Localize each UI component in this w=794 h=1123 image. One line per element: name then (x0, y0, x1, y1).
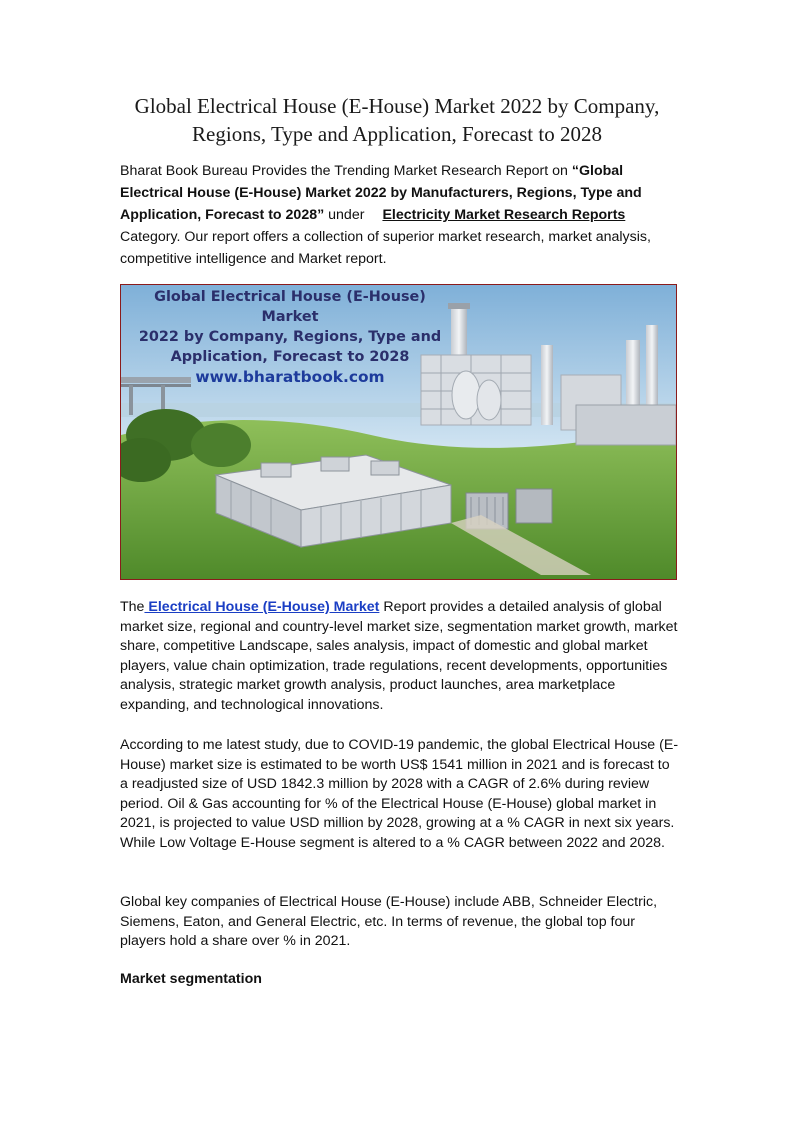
body-paragraph-2: According to me latest study, due to COVID-19 pandemic, the global Electrical House (E-House) market size is estimated to be worth US$ 1541 million in 2021 and is forecast to a readjusted size of USD 1842.3 million by 2028 with a CAGR of 2.6% during review period. Oil & Gas accounting for % of the Electrical House (E-House) global market in 2021, is projected to value USD million by 2028, growing at a % CAGR in next six years. While Low Voltage E-House segment is altered to a % CAGR between 2022 and 2028. (120, 737, 679, 851)
body-paragraph-3: Global key companies of Electrical House (E-House) include ABB, Schneider Electric, Siemens, Eaton, and General Electric, etc. In terms of revenue, the global top four players hold a share over % in 2021. (120, 894, 658, 950)
hero-caption (125, 287, 455, 388)
page-title (110, 92, 684, 148)
intro-lead: Bharat Book Bureau Provides the Trending Market Research Report on (120, 163, 572, 179)
section-heading: Market segmentation (120, 971, 262, 987)
title-line-2: Regions, Type and Application, Forecast to 2028 (192, 122, 602, 146)
category-link[interactable]: Electricity Market Research Reports (382, 207, 626, 223)
intro-under: under (324, 207, 365, 223)
hero-caption-line-3: Application, Forecast to 2028 (170, 349, 410, 365)
paragraph1-rest: Report provides a detailed analysis of global market size, regional and country-level market size, segmentation market growth, market share, competitive Landscape, sales analysis, impact of domestic and global market players, value chain optimization, trade regulations, recent developments, opportunities analysis, strategic market growth analysis, product launches, area marketplace expanding, and technological innovations. (120, 599, 678, 713)
paragraph1-lead: The (120, 599, 145, 615)
hero-caption-line-2: 2022 by Company, Regions, Type and (138, 329, 442, 345)
intro-paragraph (120, 160, 680, 270)
hero-image (120, 284, 677, 580)
intro-report-name: “Global Electrical House (E-House) Market 2022 by Manufacturers, Regions, Type and Application, Forecast to 2028” (120, 163, 642, 223)
body-paragraph-1 (120, 598, 680, 716)
hero-caption-line-1: Global Electrical House (E-House) Market (154, 289, 426, 325)
hero-url: www.bharatbook.com (195, 368, 385, 386)
intro-tail: Category. Our report offers a collection of superior market research, market analysis, competitive intelligence and Market report. (120, 229, 651, 267)
market-link[interactable]: Electrical House (E-House) Market (144, 599, 380, 615)
title-line-1: Global Electrical House (E-House) Market 2022 by Company, (134, 94, 660, 118)
